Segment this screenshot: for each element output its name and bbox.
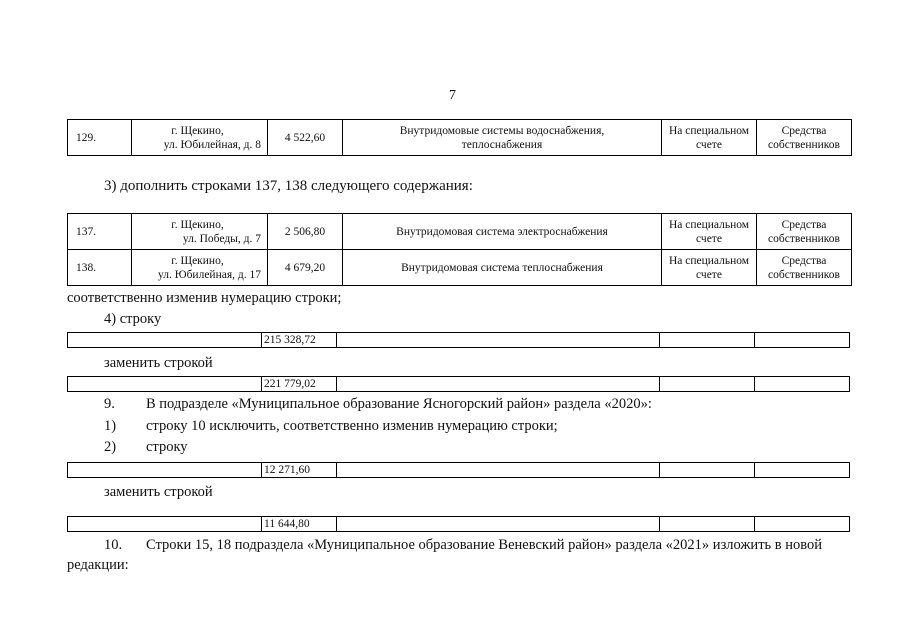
empty-cell xyxy=(660,377,755,392)
account-line-1: На специальном xyxy=(668,254,750,267)
new-total-row-1 xyxy=(67,376,850,392)
empty-cell xyxy=(755,377,850,392)
row-source xyxy=(757,214,852,250)
row-sum: 11 644,80 xyxy=(262,517,337,532)
row-account xyxy=(662,250,757,286)
empty-cell xyxy=(755,463,850,478)
empty-cell xyxy=(68,463,262,478)
old-total-row-2 xyxy=(67,462,850,478)
account-line-1: На специальном xyxy=(668,124,750,137)
page-number: 7 xyxy=(449,88,456,103)
table-row xyxy=(68,214,852,250)
table-row-129 xyxy=(67,119,852,156)
source-line-2: собственников xyxy=(768,138,840,151)
address-street: ул. Победы, д. 7 xyxy=(182,232,261,245)
renumber-text: соответственно изменив нумерацию строки; xyxy=(67,290,342,306)
replace-text-2: заменить строкой xyxy=(104,484,213,500)
empty-cell xyxy=(660,463,755,478)
source-line-1: Средства xyxy=(781,124,827,137)
row-address xyxy=(132,214,268,250)
item-9-number: 9. xyxy=(104,396,115,412)
row-description xyxy=(343,120,662,156)
replace-text-1: заменить строкой xyxy=(104,355,213,371)
account-line-1: На специальном xyxy=(668,218,750,231)
address-street: ул. Юбилейная, д. 17 xyxy=(158,268,261,281)
empty-cell xyxy=(660,517,755,532)
row-account xyxy=(662,214,757,250)
address-street: ул. Юбилейная, д. 8 xyxy=(163,138,261,151)
source-line-2: собственников xyxy=(768,268,840,281)
empty-cell xyxy=(337,517,660,532)
row-number: 129. xyxy=(68,120,132,156)
table-new-rows xyxy=(67,213,852,286)
table-row xyxy=(68,250,852,286)
empty-cell xyxy=(68,377,262,392)
row-address xyxy=(132,120,268,156)
item-10-text: Строки 15, 18 подраздела «Муниципальное образование Веневский район» раздела «2021» изложить в новой xyxy=(146,537,823,553)
empty-cell xyxy=(337,463,660,478)
sub-item-1-text: строку 10 исключить, соответственно изменив нумерацию строки; xyxy=(146,418,558,434)
row-sum: 12 271,60 xyxy=(262,463,337,478)
account-line-2: счете xyxy=(696,232,722,245)
row-sum: 221 779,02 xyxy=(262,377,337,392)
old-total-row-1 xyxy=(67,332,850,348)
description-line-1: Внутридомовые системы водоснабжения, xyxy=(399,124,605,137)
row-address xyxy=(132,250,268,286)
sub-item-1-number: 1) xyxy=(104,418,117,434)
address-city: г. Щекино, xyxy=(171,124,224,137)
item-9-text: В подразделе «Муниципальное образование Ясногорский район» раздела «2020»: xyxy=(146,396,652,412)
account-line-2: счете xyxy=(696,268,722,281)
empty-cell xyxy=(337,333,660,348)
row-sum: 4 522,60 xyxy=(268,120,343,156)
empty-cell xyxy=(755,517,850,532)
new-total-row-2 xyxy=(67,516,850,532)
empty-cell xyxy=(755,333,850,348)
empty-cell xyxy=(660,333,755,348)
row-source xyxy=(757,120,852,156)
row-description: Внутридомовая система электроснабжения xyxy=(343,214,662,250)
empty-cell xyxy=(68,517,262,532)
row-number: 137. xyxy=(68,214,132,250)
source-line-1: Средства xyxy=(781,254,827,267)
item-10-number: 10. xyxy=(104,537,123,553)
sub-item-2-text: строку xyxy=(146,439,188,455)
address-city: г. Щекино, xyxy=(171,254,224,267)
address-city: г. Щекино, xyxy=(171,218,224,231)
account-line-2: счете xyxy=(696,138,722,151)
row-sum: 2 506,80 xyxy=(268,214,343,250)
row-account xyxy=(662,120,757,156)
sub-item-2-number: 2) xyxy=(104,439,117,455)
row-source xyxy=(757,250,852,286)
source-line-2: собственников xyxy=(768,232,840,245)
item-3-text: 3) дополнить строками 137, 138 следующего содержания: xyxy=(104,178,473,194)
item-10-continuation: редакции: xyxy=(67,557,129,573)
row-sum: 215 328,72 xyxy=(262,333,337,348)
row-number: 138. xyxy=(68,250,132,286)
row-description: Внутридомовая система теплоснабжения xyxy=(343,250,662,286)
item-4-text: 4) строку xyxy=(104,311,162,327)
row-sum: 4 679,20 xyxy=(268,250,343,286)
source-line-1: Средства xyxy=(781,218,827,231)
empty-cell xyxy=(337,377,660,392)
empty-cell xyxy=(68,333,262,348)
description-line-2: теплоснабжения xyxy=(461,138,543,151)
